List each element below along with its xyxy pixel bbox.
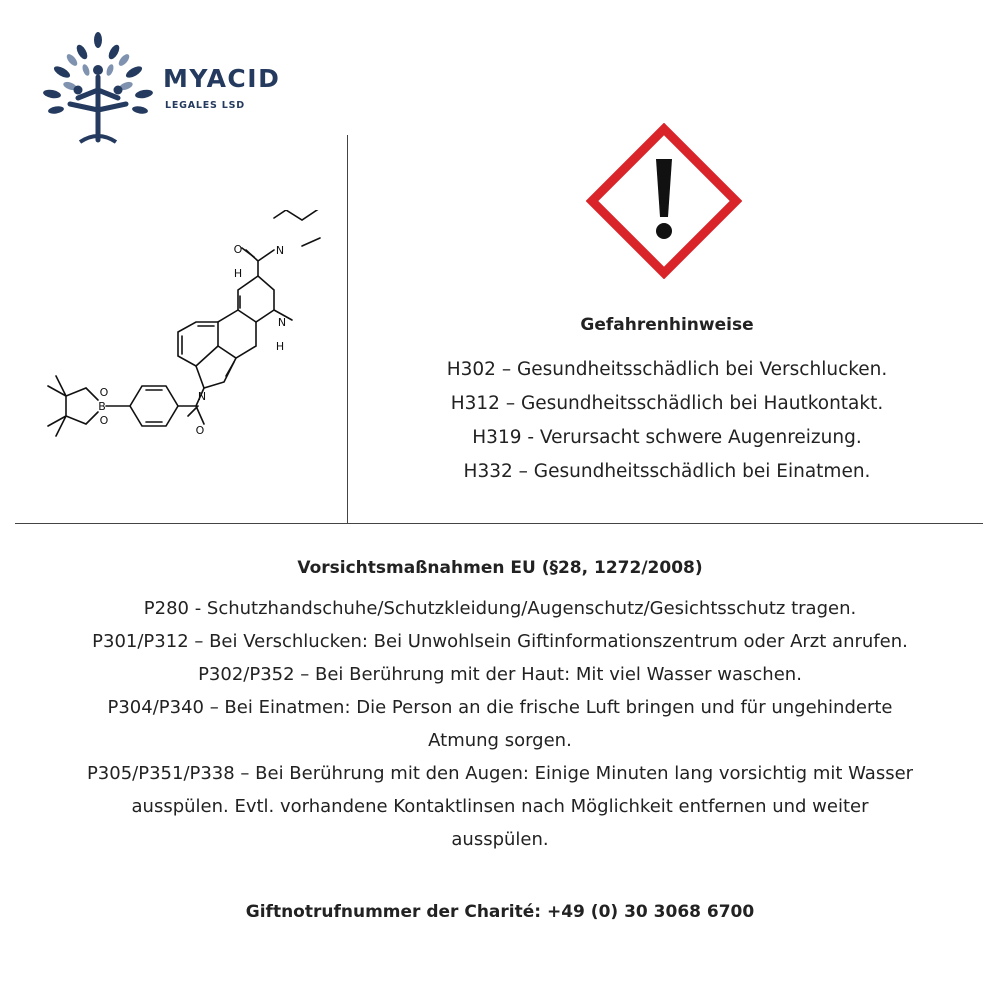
precaution-line: Atmung sorgen. — [428, 730, 572, 751]
atom-n-indole: N — [197, 390, 207, 403]
atom-b: B — [98, 400, 106, 413]
atom-n-methyl: N — [277, 316, 287, 329]
brand-name: MYACID — [163, 64, 281, 93]
precaution-line: P305/P351/P338 – Bei Berührung mit den Augen: Einige Minuten lang vorsichtig mit Wasser — [86, 763, 914, 784]
precaution-title: Vorsichtsmaßnahmen EU (§28, 1272/2008) — [297, 558, 703, 578]
tree-people-icon — [40, 30, 170, 150]
precaution-line: ausspülen. Evtl. vorhandene Kontaktlinsen nach Möglichkeit entfernen und weiter — [131, 796, 869, 817]
hazard-line: H302 – Gesundheitsschädlich bei Verschlucken. — [446, 359, 888, 380]
precaution-section — [20, 558, 980, 856]
hazard-section — [352, 315, 982, 489]
hazard-line: H319 - Verursacht schwere Augenreizung. — [472, 427, 862, 448]
chemical-structure — [28, 210, 348, 450]
hazard-line: H332 – Gesundheitsschädlich bei Einatmen. — [463, 461, 871, 482]
precaution-line: P302/P352 – Bei Berührung mit der Haut: Mit viel Wasser waschen. — [198, 664, 802, 685]
precaution-line: P280 - Schutzhandschuhe/Schutzkleidung/Augenschutz/Gesichtsschutz tragen. — [143, 598, 857, 619]
hazard-line: H312 – Gesundheitsschädlich bei Hautkontakt. — [450, 393, 884, 414]
atom-o-boron-bottom: O — [99, 414, 109, 427]
atom-o-boron-top: O — [99, 386, 109, 399]
atom-o-amide: O — [233, 243, 243, 256]
hazard-title: Gefahrenhinweise — [580, 315, 754, 335]
atom-h-top: H — [233, 267, 243, 280]
horizontal-divider — [15, 523, 983, 524]
atom-o-carbonyl: O — [195, 424, 205, 437]
atom-n-amide: N — [275, 244, 285, 257]
precaution-line: P304/P340 – Bei Einatmen: Die Person an die frische Luft bringen und für ungehinderte — [107, 697, 893, 718]
precaution-line: ausspülen. — [451, 829, 549, 850]
emergency-hotline: Giftnotrufnummer der Charité: +49 (0) 30 3068 6700 — [245, 902, 755, 922]
atom-h-mid: H — [275, 340, 285, 353]
precaution-line: P301/P312 – Bei Verschlucken: Bei Unwohlsein Giftinformationszentrum oder Arzt anrufen. — [92, 631, 908, 652]
brand-tagline: LEGALES LSD — [165, 100, 245, 111]
ghs-exclamation-mark-icon — [586, 123, 742, 279]
